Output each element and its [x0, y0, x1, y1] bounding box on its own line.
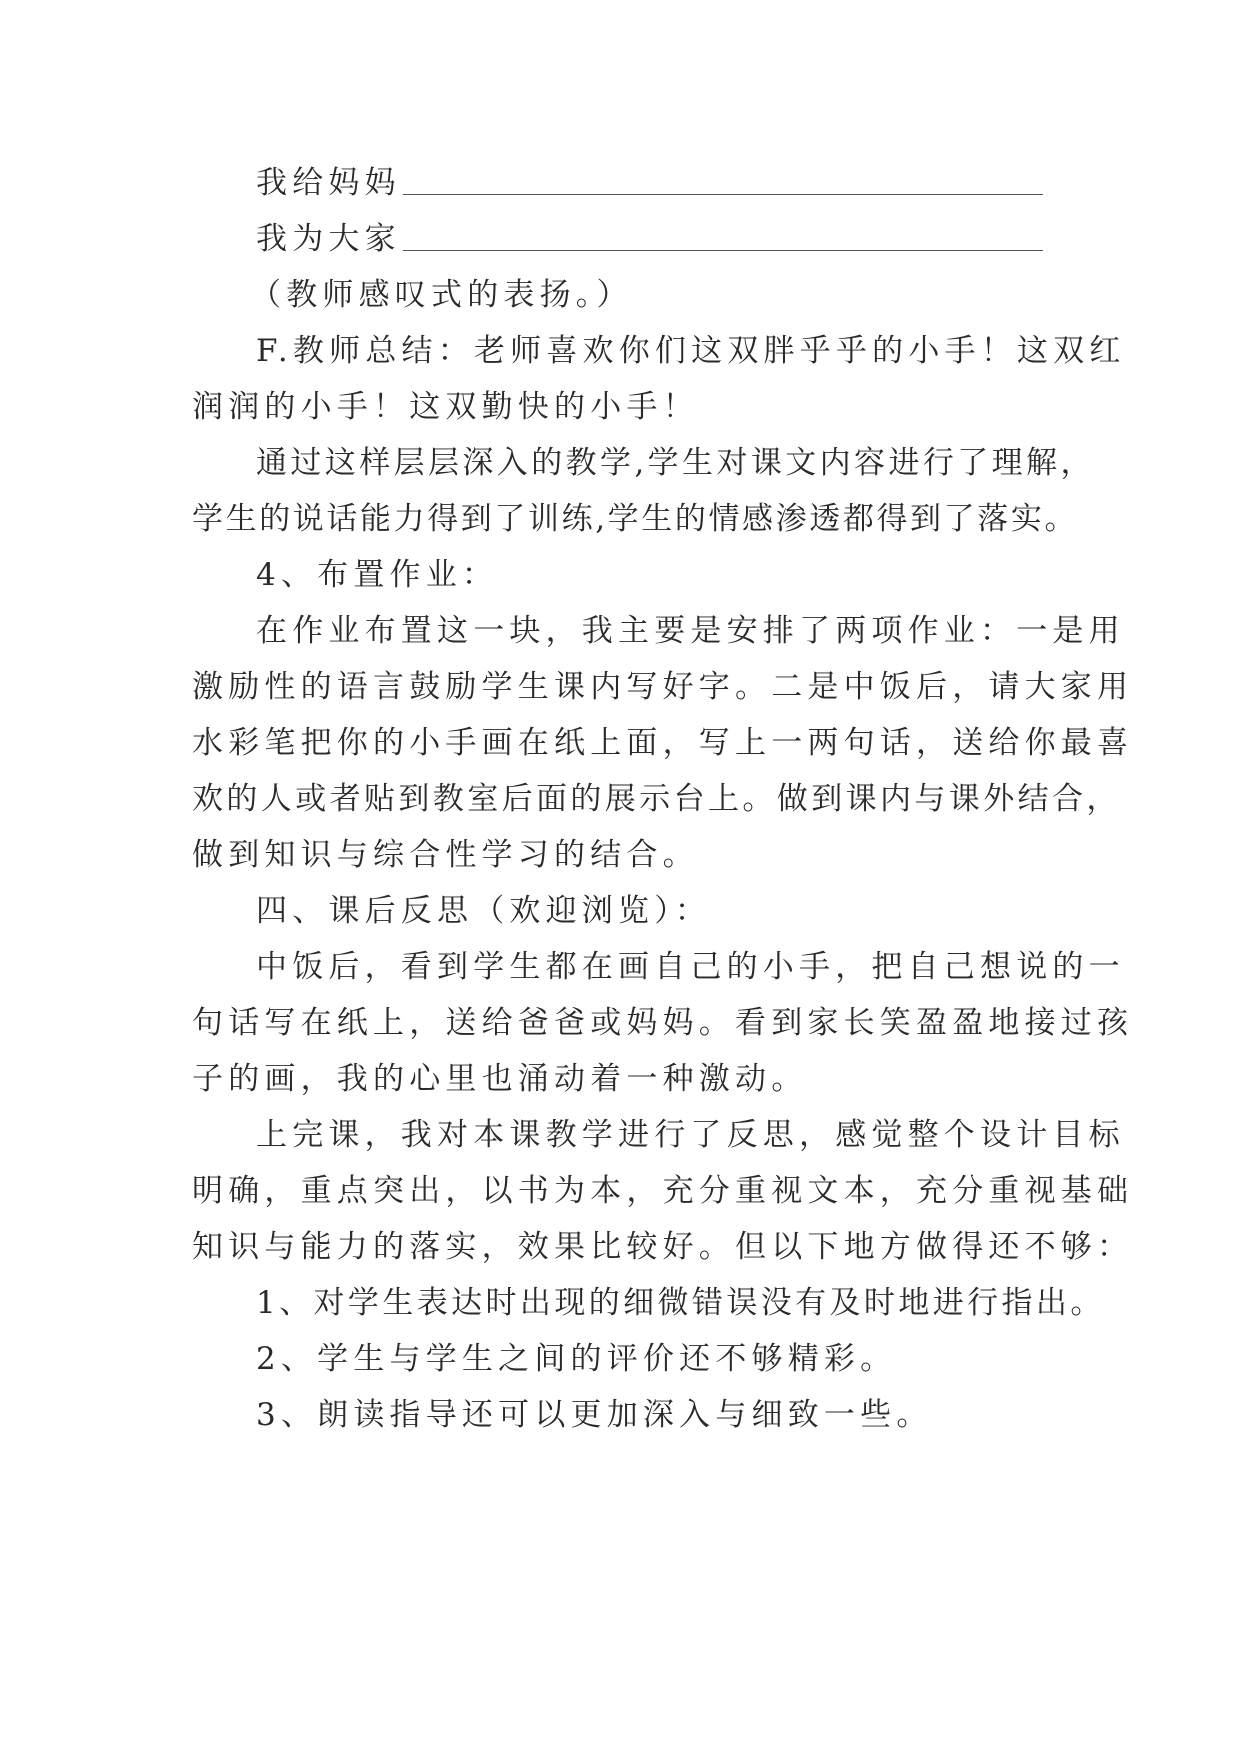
paragraph-line: 做到知识与综合性学习的结合。: [192, 837, 699, 873]
fill-line-label: 我给妈妈: [256, 165, 401, 201]
list-item: 2、学生与学生之间的评价还不够精彩。: [256, 1341, 897, 1377]
paragraph-line: 欢的人或者贴到教室后面的展示台上。做到课内与课外结合，: [192, 781, 1121, 817]
list-item: 3、朗读指导还可以更加深入与细致一些。: [256, 1397, 933, 1433]
paragraph-line: 中饭后，看到学生都在画自己的小手，把自己想说的一: [256, 949, 1125, 985]
fill-blank[interactable]: [403, 160, 1043, 195]
paragraph-line: （教师感叹式的表扬。）: [250, 277, 633, 313]
paragraph-line: 句话写在纸上，送给爸爸或妈妈。看到家长笑盈盈地接过孩: [192, 1005, 1134, 1041]
list-item: 1、对学生表达时出现的细微错误没有及时地进行指出。: [256, 1285, 1105, 1321]
fill-blank[interactable]: [403, 216, 1043, 251]
paragraph-line: 激励性的语言鼓励学生课内写好字。二是中饭后，请大家用: [192, 669, 1134, 705]
document-page: [192, 155, 1134, 1443]
section-heading: 四、课后反思（欢迎浏览）：: [256, 893, 712, 929]
paragraph-line: 知识与能力的落实，效果比较好。但以下地方做得还不够：: [192, 1229, 1134, 1265]
fill-line-everyone: [192, 211, 1060, 267]
fill-line-label: 我为大家: [256, 221, 401, 257]
paragraph-line: 通过这样层层深入的教学,学生对课文内容进行了理解，: [256, 445, 1095, 481]
paragraph-line: 上完课，我对本课教学进行了反思，感觉整个设计目标: [256, 1117, 1125, 1153]
paragraph-line: 润润的小手！这双勤快的小手！: [192, 389, 699, 425]
section-heading: 4、布置作业：: [256, 557, 499, 593]
paragraph-line: 在作业布置这一块，我主要是安排了两项作业：一是用: [256, 613, 1125, 649]
paragraph-line: F.教师总结：老师喜欢你们这双胖乎乎的小手！这双红: [256, 333, 1126, 369]
paragraph-line: 学生的说话能力得到了训练,学生的情感渗透都得到了落实。: [192, 501, 1079, 537]
paragraph-line: 子的画，我的心里也涌动着一种激动。: [192, 1061, 808, 1097]
fill-line-mom: [192, 155, 1060, 211]
paragraph-line: 水彩笔把你的小手画在纸上面，写上一两句话，送给你最喜: [192, 725, 1134, 761]
paragraph-line: 明确，重点突出，以书为本，充分重视文本，充分重视基础: [192, 1173, 1134, 1209]
